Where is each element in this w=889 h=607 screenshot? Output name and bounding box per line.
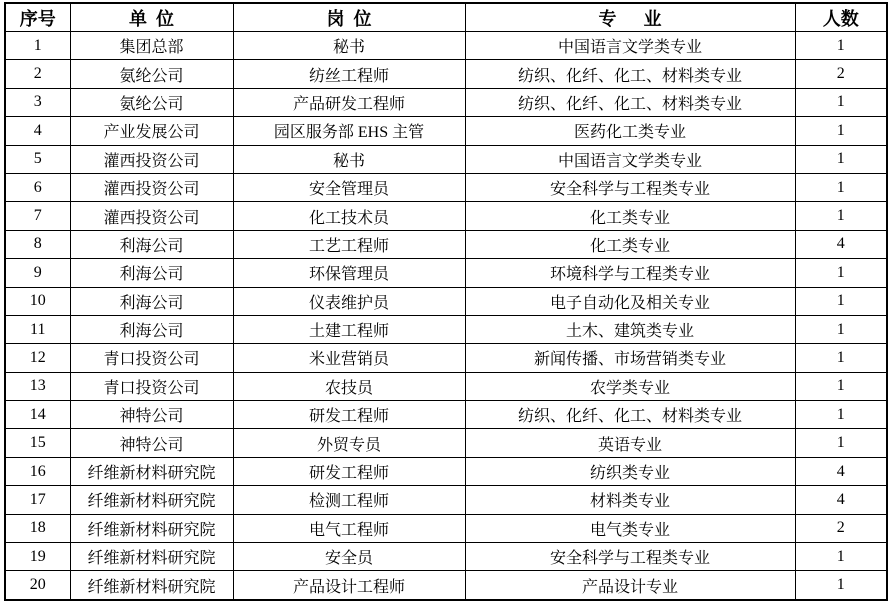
- cell-index: 4: [5, 117, 70, 145]
- cell-unit: 利海公司: [70, 259, 233, 287]
- cell-position: 米业营销员: [233, 344, 465, 372]
- cell-unit: 纤维新材料研究院: [70, 486, 233, 514]
- cell-position: 产品设计工程师: [233, 571, 465, 600]
- table-row: [5, 486, 887, 514]
- cell-position: 工艺工程师: [233, 230, 465, 258]
- cell-index: 16: [5, 457, 70, 485]
- cell-count: 1: [795, 259, 887, 287]
- cell-unit: 神特公司: [70, 429, 233, 457]
- cell-position: 安全管理员: [233, 173, 465, 201]
- table-row: [5, 173, 887, 201]
- cell-unit: 灌西投资公司: [70, 173, 233, 201]
- cell-major: 中国语言文学类专业: [465, 145, 795, 173]
- header-major: 专 业: [465, 3, 795, 32]
- cell-count: 1: [795, 571, 887, 600]
- cell-major: 土木、建筑类专业: [465, 315, 795, 343]
- cell-count: 4: [795, 486, 887, 514]
- cell-position: 检测工程师: [233, 486, 465, 514]
- cell-unit: 纤维新材料研究院: [70, 514, 233, 542]
- cell-index: 18: [5, 514, 70, 542]
- cell-index: 9: [5, 259, 70, 287]
- table-row: [5, 117, 887, 145]
- cell-index: 2: [5, 60, 70, 88]
- cell-unit: 青口投资公司: [70, 344, 233, 372]
- cell-position: 土建工程师: [233, 315, 465, 343]
- cell-major: 纺织、化纤、化工、材料类专业: [465, 60, 795, 88]
- cell-count: 1: [795, 315, 887, 343]
- cell-index: 1: [5, 32, 70, 60]
- table-row: [5, 202, 887, 230]
- table-row: [5, 287, 887, 315]
- cell-major: 纺织、化纤、化工、材料类专业: [465, 401, 795, 429]
- cell-major: 农学类专业: [465, 372, 795, 400]
- cell-unit: 灌西投资公司: [70, 145, 233, 173]
- header-index: 序号: [5, 3, 70, 32]
- cell-index: 5: [5, 145, 70, 173]
- cell-unit: 青口投资公司: [70, 372, 233, 400]
- table-row: [5, 315, 887, 343]
- cell-position: 化工技术员: [233, 202, 465, 230]
- cell-major: 电子自动化及相关专业: [465, 287, 795, 315]
- table-row: [5, 88, 887, 116]
- cell-count: 1: [795, 543, 887, 571]
- table-row: [5, 514, 887, 542]
- cell-position: 研发工程师: [233, 457, 465, 485]
- cell-index: 17: [5, 486, 70, 514]
- cell-position: 产品研发工程师: [233, 88, 465, 116]
- cell-position: 纺丝工程师: [233, 60, 465, 88]
- cell-position: 秘书: [233, 32, 465, 60]
- recruitment-table: [4, 2, 888, 601]
- cell-position: 安全员: [233, 543, 465, 571]
- cell-count: 1: [795, 173, 887, 201]
- cell-major: 安全科学与工程类专业: [465, 173, 795, 201]
- cell-position: 秘书: [233, 145, 465, 173]
- cell-major: 产品设计专业: [465, 571, 795, 600]
- cell-position: 研发工程师: [233, 401, 465, 429]
- cell-unit: 氨纶公司: [70, 88, 233, 116]
- cell-index: 13: [5, 372, 70, 400]
- cell-count: 4: [795, 457, 887, 485]
- cell-position: 环保管理员: [233, 259, 465, 287]
- cell-count: 1: [795, 32, 887, 60]
- cell-count: 1: [795, 88, 887, 116]
- cell-count: 1: [795, 145, 887, 173]
- cell-position: 园区服务部 EHS 主管: [233, 117, 465, 145]
- table-header: [5, 3, 887, 32]
- cell-unit: 产业发展公司: [70, 117, 233, 145]
- cell-count: 1: [795, 372, 887, 400]
- table-row: [5, 32, 887, 60]
- cell-index: 10: [5, 287, 70, 315]
- table-row: [5, 457, 887, 485]
- table-row: [5, 230, 887, 258]
- cell-index: 15: [5, 429, 70, 457]
- cell-unit: 利海公司: [70, 287, 233, 315]
- cell-position: 电气工程师: [233, 514, 465, 542]
- cell-unit: 纤维新材料研究院: [70, 543, 233, 571]
- cell-unit: 利海公司: [70, 315, 233, 343]
- cell-major: 新闻传播、市场营销类专业: [465, 344, 795, 372]
- cell-major: 安全科学与工程类专业: [465, 543, 795, 571]
- cell-position: 外贸专员: [233, 429, 465, 457]
- cell-index: 20: [5, 571, 70, 600]
- table-row: [5, 259, 887, 287]
- table-row: [5, 429, 887, 457]
- cell-major: 电气类专业: [465, 514, 795, 542]
- header-count: 人数: [795, 3, 887, 32]
- table-body: [5, 32, 887, 601]
- cell-major: 医药化工类专业: [465, 117, 795, 145]
- cell-unit: 灌西投资公司: [70, 202, 233, 230]
- cell-unit: 神特公司: [70, 401, 233, 429]
- cell-major: 化工类专业: [465, 202, 795, 230]
- table-row: [5, 344, 887, 372]
- cell-unit: 集团总部: [70, 32, 233, 60]
- cell-index: 14: [5, 401, 70, 429]
- cell-major: 纺织、化纤、化工、材料类专业: [465, 88, 795, 116]
- header-row: [5, 3, 887, 32]
- cell-unit: 纤维新材料研究院: [70, 571, 233, 600]
- table-row: [5, 372, 887, 400]
- table-row: [5, 145, 887, 173]
- table-row: [5, 571, 887, 600]
- cell-position: 仪表维护员: [233, 287, 465, 315]
- table-row: [5, 401, 887, 429]
- cell-count: 1: [795, 344, 887, 372]
- cell-position: 农技员: [233, 372, 465, 400]
- cell-count: 2: [795, 514, 887, 542]
- cell-count: 4: [795, 230, 887, 258]
- cell-unit: 氨纶公司: [70, 60, 233, 88]
- cell-count: 1: [795, 401, 887, 429]
- cell-index: 3: [5, 88, 70, 116]
- cell-unit: 利海公司: [70, 230, 233, 258]
- header-position: 岗 位: [233, 3, 465, 32]
- cell-index: 19: [5, 543, 70, 571]
- cell-count: 1: [795, 287, 887, 315]
- cell-major: 中国语言文学类专业: [465, 32, 795, 60]
- cell-count: 2: [795, 60, 887, 88]
- cell-index: 12: [5, 344, 70, 372]
- cell-unit: 纤维新材料研究院: [70, 457, 233, 485]
- cell-index: 8: [5, 230, 70, 258]
- cell-major: 化工类专业: [465, 230, 795, 258]
- table-row: [5, 60, 887, 88]
- cell-major: 英语专业: [465, 429, 795, 457]
- cell-count: 1: [795, 429, 887, 457]
- cell-count: 1: [795, 202, 887, 230]
- cell-count: 1: [795, 117, 887, 145]
- table-row: [5, 543, 887, 571]
- cell-major: 纺织类专业: [465, 457, 795, 485]
- cell-index: 7: [5, 202, 70, 230]
- cell-major: 环境科学与工程类专业: [465, 259, 795, 287]
- cell-index: 6: [5, 173, 70, 201]
- cell-index: 11: [5, 315, 70, 343]
- cell-major: 材料类专业: [465, 486, 795, 514]
- header-unit: 单 位: [70, 3, 233, 32]
